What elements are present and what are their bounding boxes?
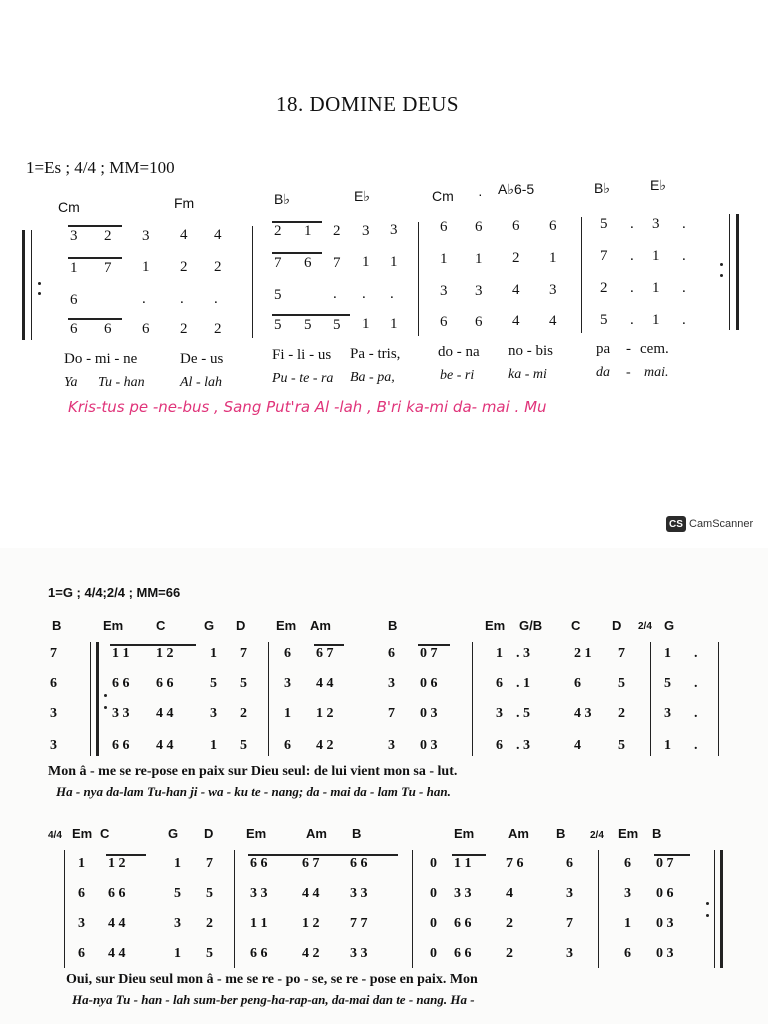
note: 6 xyxy=(549,218,557,234)
barline xyxy=(90,642,91,756)
lyric-syllable: Fi - li - us xyxy=(272,347,332,363)
note: 2 xyxy=(618,706,625,721)
note: . 5 xyxy=(516,706,530,721)
note: 7 xyxy=(333,255,341,271)
note: 1 xyxy=(174,946,181,961)
lyrics-french-row2: Oui, sur Dieu seul mon â - me se re - po - se, se re - pose en paix. Mon xyxy=(66,972,478,987)
lyrics-indonesian-row2: Ha-nya Tu - han - lah sum-ber peng-ha-rap-an, da-mai dan te - nang. Ha - xyxy=(72,992,475,1007)
note: . xyxy=(682,248,686,264)
note: 4 xyxy=(512,313,520,329)
note: 5 xyxy=(210,676,217,691)
note: 3 xyxy=(174,916,181,931)
lyric-syllable: do - na xyxy=(438,344,480,360)
note: 3 xyxy=(388,676,395,691)
lyric-syllable: cem. xyxy=(640,341,669,357)
note: 1 xyxy=(390,316,398,332)
start-barline xyxy=(31,230,32,340)
chord-symbol: Em xyxy=(276,618,297,633)
camscanner-watermark xyxy=(666,516,753,532)
note: 1 xyxy=(652,248,660,264)
note: 6 xyxy=(574,676,581,691)
note: 0 3 xyxy=(656,946,674,961)
beam xyxy=(248,854,398,856)
note: 6 7 xyxy=(316,646,334,661)
note: . xyxy=(180,291,184,307)
note: . xyxy=(694,676,698,691)
score-page-2 xyxy=(0,548,768,1024)
start-barline xyxy=(22,230,25,340)
repeat-dot xyxy=(720,263,723,266)
note: 0 3 xyxy=(420,738,438,753)
note: 6 xyxy=(496,676,503,691)
note: 0 6 xyxy=(656,886,674,901)
note: 6 6 xyxy=(112,738,130,753)
note: 1 2 xyxy=(108,856,126,871)
note: 1 xyxy=(174,856,181,871)
note: 3 xyxy=(142,228,150,244)
note: 6 xyxy=(624,946,631,961)
note: 5 xyxy=(600,216,608,232)
note: 4 xyxy=(549,313,557,329)
note: 4 3 xyxy=(574,706,592,721)
note: 4 xyxy=(574,738,581,753)
chord-symbol: C xyxy=(571,618,581,633)
note: 1 xyxy=(210,738,217,753)
note: 7 7 xyxy=(350,916,368,931)
note: 5 xyxy=(240,676,247,691)
note: 4 xyxy=(506,886,513,901)
note: 6 6 xyxy=(250,856,268,871)
note: 3 xyxy=(70,228,78,244)
note: 3 xyxy=(388,738,395,753)
barline xyxy=(252,226,253,338)
score-page-1 xyxy=(0,0,768,500)
note: 2 xyxy=(214,259,222,275)
note: 1 xyxy=(70,260,78,276)
note: 2 xyxy=(180,259,188,275)
note: 6 6 xyxy=(112,676,130,691)
lyric-syllable: - xyxy=(626,341,631,357)
time-signature: 4/4 xyxy=(48,830,62,841)
note: 3 3 xyxy=(350,886,368,901)
beam xyxy=(68,257,122,259)
repeat-dot xyxy=(104,694,107,697)
note: 0 7 xyxy=(656,856,674,871)
note: 5 xyxy=(600,312,608,328)
note: 5 xyxy=(618,676,625,691)
note: . xyxy=(630,216,634,232)
note: . xyxy=(682,216,686,232)
note: 5 xyxy=(274,317,282,333)
note: 6 xyxy=(142,321,150,337)
barline xyxy=(418,222,419,336)
lyric-syllable: pa xyxy=(596,341,611,357)
note: 4 xyxy=(214,227,222,243)
note: . 3 xyxy=(516,646,530,661)
note: 1 xyxy=(304,223,312,239)
note: 5 xyxy=(174,886,181,901)
note: 1 xyxy=(142,259,150,275)
note: 5 xyxy=(304,317,312,333)
chord-symbol: Cm xyxy=(432,188,454,204)
chord-symbol: Em xyxy=(246,826,267,841)
chord-symbol: Em xyxy=(103,618,124,633)
beam xyxy=(272,314,350,316)
note: 3 xyxy=(549,282,557,298)
note: . 1 xyxy=(516,676,530,691)
note: 4 4 xyxy=(108,916,126,931)
note: 6 xyxy=(284,646,291,661)
note: 2 xyxy=(180,321,188,337)
note: 6 7 xyxy=(302,856,320,871)
note: 7 xyxy=(104,260,112,276)
note: 2 xyxy=(206,916,213,931)
note: 3 xyxy=(496,706,503,721)
note: 5 xyxy=(664,676,671,691)
chord-symbol: B xyxy=(652,826,662,841)
note: 3 xyxy=(362,223,370,239)
note: 0 3 xyxy=(656,916,674,931)
note: 6 6 xyxy=(250,946,268,961)
note: 3 3 xyxy=(350,946,368,961)
note: 2 xyxy=(104,228,112,244)
lyric-syllable: De - us xyxy=(180,351,224,367)
repeat-dot xyxy=(706,902,709,905)
note: 6 xyxy=(70,292,78,308)
note: 2 xyxy=(512,250,520,266)
note: 0 xyxy=(430,916,437,931)
note: . xyxy=(630,280,634,296)
note: 1 xyxy=(664,738,671,753)
note: 3 3 xyxy=(112,706,130,721)
chord-symbol: G/B xyxy=(519,618,543,633)
note: 6 6 xyxy=(454,946,472,961)
note: 6 xyxy=(78,886,85,901)
repeat-dot xyxy=(104,706,107,709)
note: . xyxy=(390,286,394,302)
barline xyxy=(718,642,719,756)
chord-symbol: B xyxy=(52,618,62,633)
barline xyxy=(268,642,269,756)
note: 4 4 xyxy=(108,946,126,961)
barline xyxy=(412,850,413,968)
chord-symbol: G xyxy=(204,618,215,633)
note: 6 6 xyxy=(350,856,368,871)
note: . xyxy=(333,286,337,302)
note: 6 6 xyxy=(454,916,472,931)
note: 5 xyxy=(618,738,625,753)
note: 1 1 xyxy=(250,916,268,931)
note: 1 xyxy=(210,646,217,661)
note: 1 xyxy=(78,856,85,871)
note: 6 xyxy=(70,321,78,337)
note: . xyxy=(694,646,698,661)
note: 6 6 xyxy=(108,886,126,901)
note: 2 xyxy=(240,706,247,721)
note: 1 1 xyxy=(454,856,472,871)
note: 6 xyxy=(512,218,520,234)
note: 3 xyxy=(566,946,573,961)
note: 2 xyxy=(600,280,608,296)
note: 2 xyxy=(333,223,341,239)
note: 5 xyxy=(206,946,213,961)
chord-symbol: Em xyxy=(454,826,475,841)
note: 1 xyxy=(652,280,660,296)
note: 5 xyxy=(206,886,213,901)
note: 4 4 xyxy=(302,886,320,901)
start-barline xyxy=(96,642,99,756)
note: 0 3 xyxy=(420,706,438,721)
note: 3 3 xyxy=(250,886,268,901)
barline xyxy=(650,642,651,756)
chord-symbol: C xyxy=(100,826,110,841)
lyric-syllable: Pu - te - ra xyxy=(272,371,334,386)
note: 3 xyxy=(284,676,291,691)
note: . xyxy=(214,291,218,307)
note: . xyxy=(694,738,698,753)
lyric-syllable: be - ri xyxy=(440,368,475,383)
note: 0 7 xyxy=(420,646,438,661)
lyric-syllable: no - bis xyxy=(508,343,553,359)
note: . xyxy=(142,291,146,307)
note: . xyxy=(682,312,686,328)
chord-symbol: E♭ xyxy=(650,177,666,193)
chord-symbol: E♭ xyxy=(354,188,370,204)
chord-symbol: D xyxy=(612,618,622,633)
camscanner-logo-icon: CS xyxy=(666,516,686,532)
note: 6 xyxy=(388,646,395,661)
note: 4 xyxy=(512,282,520,298)
note: 7 xyxy=(206,856,213,871)
note: 1 2 xyxy=(316,706,334,721)
barline xyxy=(234,850,235,968)
lyric-syllable: ka - mi xyxy=(508,367,547,382)
note: 6 xyxy=(475,219,483,235)
camscanner-label: CamScanner xyxy=(689,518,754,530)
chord-symbol: G xyxy=(664,618,675,633)
chord-symbol: Em xyxy=(618,826,639,841)
note: 2 xyxy=(506,916,513,931)
barline xyxy=(598,850,599,968)
chord-symbol: B xyxy=(388,618,398,633)
note: 6 xyxy=(496,738,503,753)
note: 1 xyxy=(549,250,557,266)
song-title: 18. DOMINE DEUS xyxy=(276,92,460,116)
chord-symbol: Em xyxy=(485,618,506,633)
chord-symbol: B xyxy=(556,826,566,841)
note: 6 xyxy=(50,676,57,691)
note: 1 1 xyxy=(112,646,130,661)
note: 2 xyxy=(214,321,222,337)
chord-symbol: · xyxy=(478,186,483,202)
chord-symbol: Em xyxy=(72,826,93,841)
note: 2 xyxy=(506,946,513,961)
note: 1 2 xyxy=(302,916,320,931)
chord-symbol: Am xyxy=(508,826,529,841)
time-signature: 2/4 xyxy=(638,621,652,632)
lyrics-indonesian-row1: Ha - nya da-lam Tu-han ji - wa - ku te - nang; da - mai da - lam Tu - han. xyxy=(56,784,451,799)
note: 3 3 xyxy=(454,886,472,901)
note: 2 xyxy=(274,223,282,239)
beam xyxy=(68,225,122,227)
note: 3 xyxy=(475,283,483,299)
note: 1 xyxy=(624,916,631,931)
note: 0 xyxy=(430,886,437,901)
note: 4 2 xyxy=(316,738,334,753)
note: 6 xyxy=(566,856,573,871)
chord-symbol: Cm xyxy=(58,199,80,215)
chord-symbol: G xyxy=(168,826,179,841)
note: 7 xyxy=(388,706,395,721)
note: 6 6 xyxy=(156,676,174,691)
lyric-syllable: Pa - tris, xyxy=(350,346,401,362)
chord-symbol: C xyxy=(156,618,166,633)
repeat-dot xyxy=(706,914,709,917)
note: 3 xyxy=(440,283,448,299)
note: 3 xyxy=(50,706,57,721)
note: . xyxy=(362,286,366,302)
note: 1 xyxy=(652,312,660,328)
note: . xyxy=(630,248,634,264)
note: 1 xyxy=(284,706,291,721)
note: 3 xyxy=(210,706,217,721)
note: . xyxy=(682,280,686,296)
note: 5 xyxy=(274,287,282,303)
tempo-marking: 1=Es ; 4/4 ; MM=100 xyxy=(26,158,175,177)
chord-symbol: B♭ xyxy=(274,191,290,207)
lyric-syllable: Tu - han xyxy=(98,375,145,390)
barline xyxy=(64,850,65,968)
lyric-syllable: Ba - pa, xyxy=(350,370,395,385)
note: 3 xyxy=(78,916,85,931)
note: 6 xyxy=(440,314,448,330)
note: 7 xyxy=(240,646,247,661)
note: 6 xyxy=(104,321,112,337)
note: 1 xyxy=(664,646,671,661)
note: 6 xyxy=(284,738,291,753)
chord-symbol: Am xyxy=(310,618,331,633)
note: . 3 xyxy=(516,738,530,753)
chord-symbol: D xyxy=(236,618,246,633)
repeat-dot xyxy=(720,274,723,277)
note: 4 4 xyxy=(156,738,174,753)
note: 6 xyxy=(78,946,85,961)
chord-symbol: B♭ xyxy=(594,180,610,196)
note: 1 xyxy=(475,251,483,267)
lyrics-french-row1: Mon â - me se re-pose en paix sur Dieu seul: de lui vient mon sa - lut. xyxy=(48,764,458,779)
repeat-dot xyxy=(38,292,41,295)
chord-symbol: Fm xyxy=(174,195,195,211)
note: 1 xyxy=(390,254,398,270)
note: 1 xyxy=(496,646,503,661)
beam xyxy=(272,252,322,254)
note: 7 xyxy=(566,916,573,931)
note: . xyxy=(694,706,698,721)
note: 7 xyxy=(618,646,625,661)
note: 1 2 xyxy=(156,646,174,661)
note: 6 xyxy=(624,856,631,871)
handwritten-lyrics: Kris-tus pe -ne-bus , Sang Put'ra Al -lah , B'ri ka-mi da- mai . Mu xyxy=(68,398,547,416)
end-barline xyxy=(720,850,723,968)
note: 0 6 xyxy=(420,676,438,691)
chord-symbol: B xyxy=(352,826,362,841)
note: 1 xyxy=(440,251,448,267)
note: 7 xyxy=(600,248,608,264)
chord-symbol: Am xyxy=(306,826,327,841)
note: 7 6 xyxy=(506,856,524,871)
barline xyxy=(472,642,473,756)
end-barline xyxy=(714,850,715,968)
note: 3 xyxy=(390,222,398,238)
lyric-syllable: - xyxy=(626,365,631,380)
lyric-syllable: Al - lah xyxy=(180,375,222,390)
note: . xyxy=(630,312,634,328)
note: 5 xyxy=(240,738,247,753)
chord-symbol: D xyxy=(204,826,214,841)
note: 5 xyxy=(333,317,341,333)
tempo-marking: 1=G ; 4/4;2/4 ; MM=66 xyxy=(48,585,181,600)
note: 0 xyxy=(430,946,437,961)
note: 3 xyxy=(664,706,671,721)
note: 4 4 xyxy=(316,676,334,691)
note: 4 xyxy=(180,227,188,243)
end-barline xyxy=(736,214,739,330)
repeat-dot xyxy=(38,282,41,285)
note: 3 xyxy=(652,216,660,232)
note: 1 xyxy=(362,254,370,270)
lyric-syllable: Do - mi - ne xyxy=(64,351,138,367)
end-barline xyxy=(729,214,730,330)
lyric-syllable: mai. xyxy=(644,365,669,380)
beam xyxy=(68,318,122,320)
note: 4 2 xyxy=(302,946,320,961)
barline xyxy=(581,217,582,333)
note: 3 xyxy=(624,886,631,901)
note: 7 xyxy=(50,646,57,661)
lyric-syllable: Ya xyxy=(64,375,78,390)
lyric-syllable: da xyxy=(596,365,610,380)
note: 0 xyxy=(430,856,437,871)
note: 6 xyxy=(440,219,448,235)
note: 2 1 xyxy=(574,646,592,661)
note: 6 xyxy=(475,314,483,330)
chord-symbol: A♭6-5 xyxy=(498,181,535,197)
note: 6 xyxy=(304,255,312,271)
note: 7 xyxy=(274,255,282,271)
note: 3 xyxy=(50,738,57,753)
time-signature: 2/4 xyxy=(590,830,604,841)
note: 1 xyxy=(362,316,370,332)
note: 3 xyxy=(566,886,573,901)
note: 4 4 xyxy=(156,706,174,721)
